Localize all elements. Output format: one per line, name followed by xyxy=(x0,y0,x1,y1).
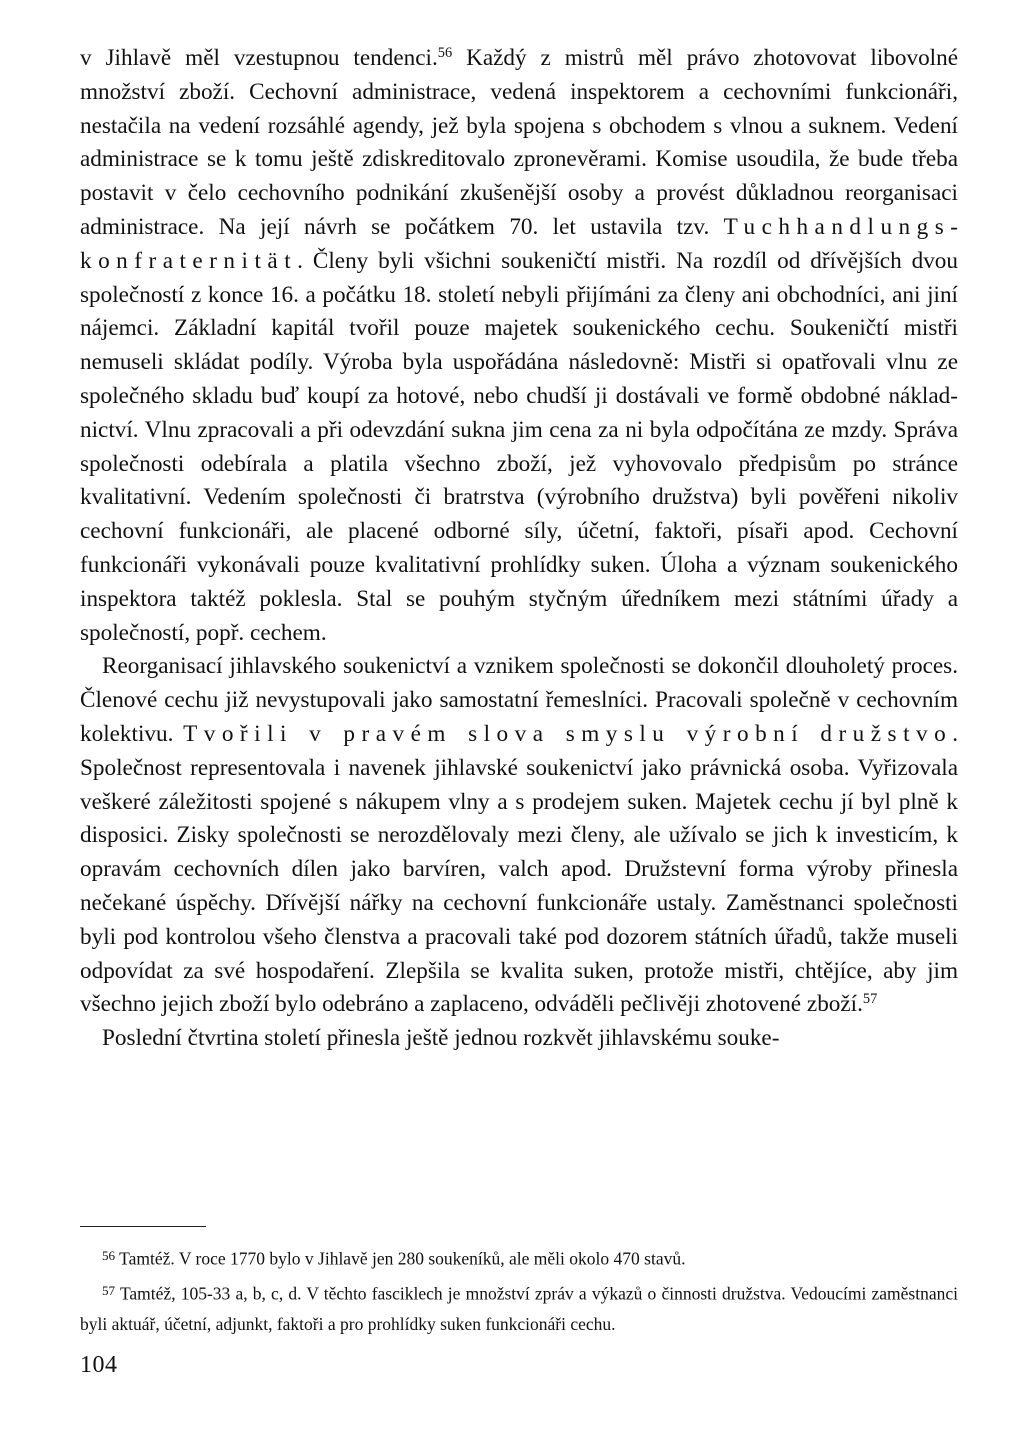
paragraph-1 xyxy=(80,42,958,650)
footnotes xyxy=(80,1240,958,1340)
paragraph-2-text-b: . Společnost representovala i navenek jihlavské soukenictví jako právnická osoba. Vyřizovala veškeré záležitosti spojené s nákupem vlny a s prodejem suken. Majetek cechu jí byl plně k disposici. Zisky společnosti se nerozdělovaly mezi členy, ale užívalo se jich k investicím, k opravám cechovních dílen jako barvíren, valch apod. Družstevní forma výroby přinesla nečekané úspěchy. Dřívější nářky na cechovní funkcionáře ustaly. Zaměstnanci společnosti byli pod kontrolou všeho členstva a pracovali také pod dozorem státních úřadů, takže museli odpovídat za své hospodaření. Zlepšila se kvalita suken, protože mistři, chtějíce, aby jim všechno jejich zboží bylo odebráno a zaplaceno, odváděli pečlivěji zhotovené zboží. xyxy=(80,720,958,1018)
footnote-ref-56: 56 xyxy=(437,45,453,62)
footnote-number: 57 xyxy=(102,1282,116,1298)
paragraph-1-text-a: v Jihlavě měl vzestupnou tendenci. xyxy=(80,45,438,71)
footnote-text: Tamtéž. V roce 1770 bylo v Jihlavě jen 280 soukeníků, ale měli okolo 470 stavů. xyxy=(115,1248,686,1269)
page-body xyxy=(80,42,958,1056)
paragraph-1-text-c: . Členy byli všichni soukeničtí mistři. Na rozdíl od dřívějších dvou společností z konce 16. a počátku 18. století nebyli přijímáni za členy ani obchodníci, ani jiní nájemci. Základní kapitál tvořil pouze majetek soukenického cechu. Soukeničtí mistři nemuseli skládat podíly. Výroba byla uspořádána následovně: Mistři si opatřovali vlnu ze společného skladu buď koupí za hotové, nebo chudší ji dostávali ve formě obdobné nákladnictví. Vlnu zpracovali a při odevzdání sukna jim cena za ni byla odpočítána ze mzdy. Správa společnosti odebírala a platila všechno zboží, jež vyhovovalo předpisům po stránce kvalitativní. Vedením společnosti či bratrstva (výrobního družstva) byli pověřeni nikoliv cechovní funkcionáři, ale placené odborné síly, účetní, faktoři, písaři apod. Cechovní funkcionáři vykonávali pouze kvalitativní prohlídky suken. Úloha a význam soukenického inspektora taktéž poklesla. Stal se pouhým styčným úředníkem mezi státními úřady a společností, popř. cechem. xyxy=(80,247,958,646)
footnote-separator xyxy=(80,1226,206,1227)
page-number: 104 xyxy=(80,1352,118,1378)
footnote-56 xyxy=(80,1240,958,1275)
paragraph-1-text-b: Každý z mistrů měl právo zhotovovat libovolné množství zboží. Cechovní administrace, vedená inspektorem a cechovními funkcionáři, nestačila na vedení rozsáhlé agendy, jež byla spojena s obchodem s vlnou a suknem. Vedení administrace se k tomu ještě zdiskreditovalo zpronevěrami. Komise usoudila, že bude třeba postavit v čelo cechovního podnikání zkušenější osoby a provést důkladnou reorganisaci administrace. Na její návrh se počátkem 70. let ustavila tzv. xyxy=(80,45,958,240)
spaced-phrase-vyrobni-druzstvo: Tvořili v pravém slova smyslu výrobní družstvo xyxy=(183,720,953,747)
footnote-text: Tamtéž, 105-33 a, b, c, d. V těchto fasciklech je množství zpráv a výkazů o činnosti družstva. Vedoucími zaměstnanci byli aktuář, účetní, adjunkt, faktoři a pro prohlídky suken funkcionáři cechu. xyxy=(80,1283,958,1335)
paragraph-2 xyxy=(80,650,958,1022)
spaced-term-tuchhandlungskonfraternitat: Tuchhandlungskonfraternität xyxy=(80,213,958,274)
footnote-57 xyxy=(80,1275,958,1341)
paragraph-3-text: Poslední čtvrtina století přinesla ještě jednou rozkvět jihlavskému souke- xyxy=(102,1025,780,1052)
paragraph-2-text-a: Reorganisací jihlavského soukenictví a vznikem společnosti se dokončil dlouholetý proces. Členové cechu již nevystupovali jako samostatní řemeslníci. Pracovali společně v cechovním kolektivu. xyxy=(80,653,958,747)
paragraph-3 xyxy=(80,1022,958,1056)
footnote-number: 56 xyxy=(102,1248,116,1263)
footnote-ref-57: 57 xyxy=(862,991,878,1008)
